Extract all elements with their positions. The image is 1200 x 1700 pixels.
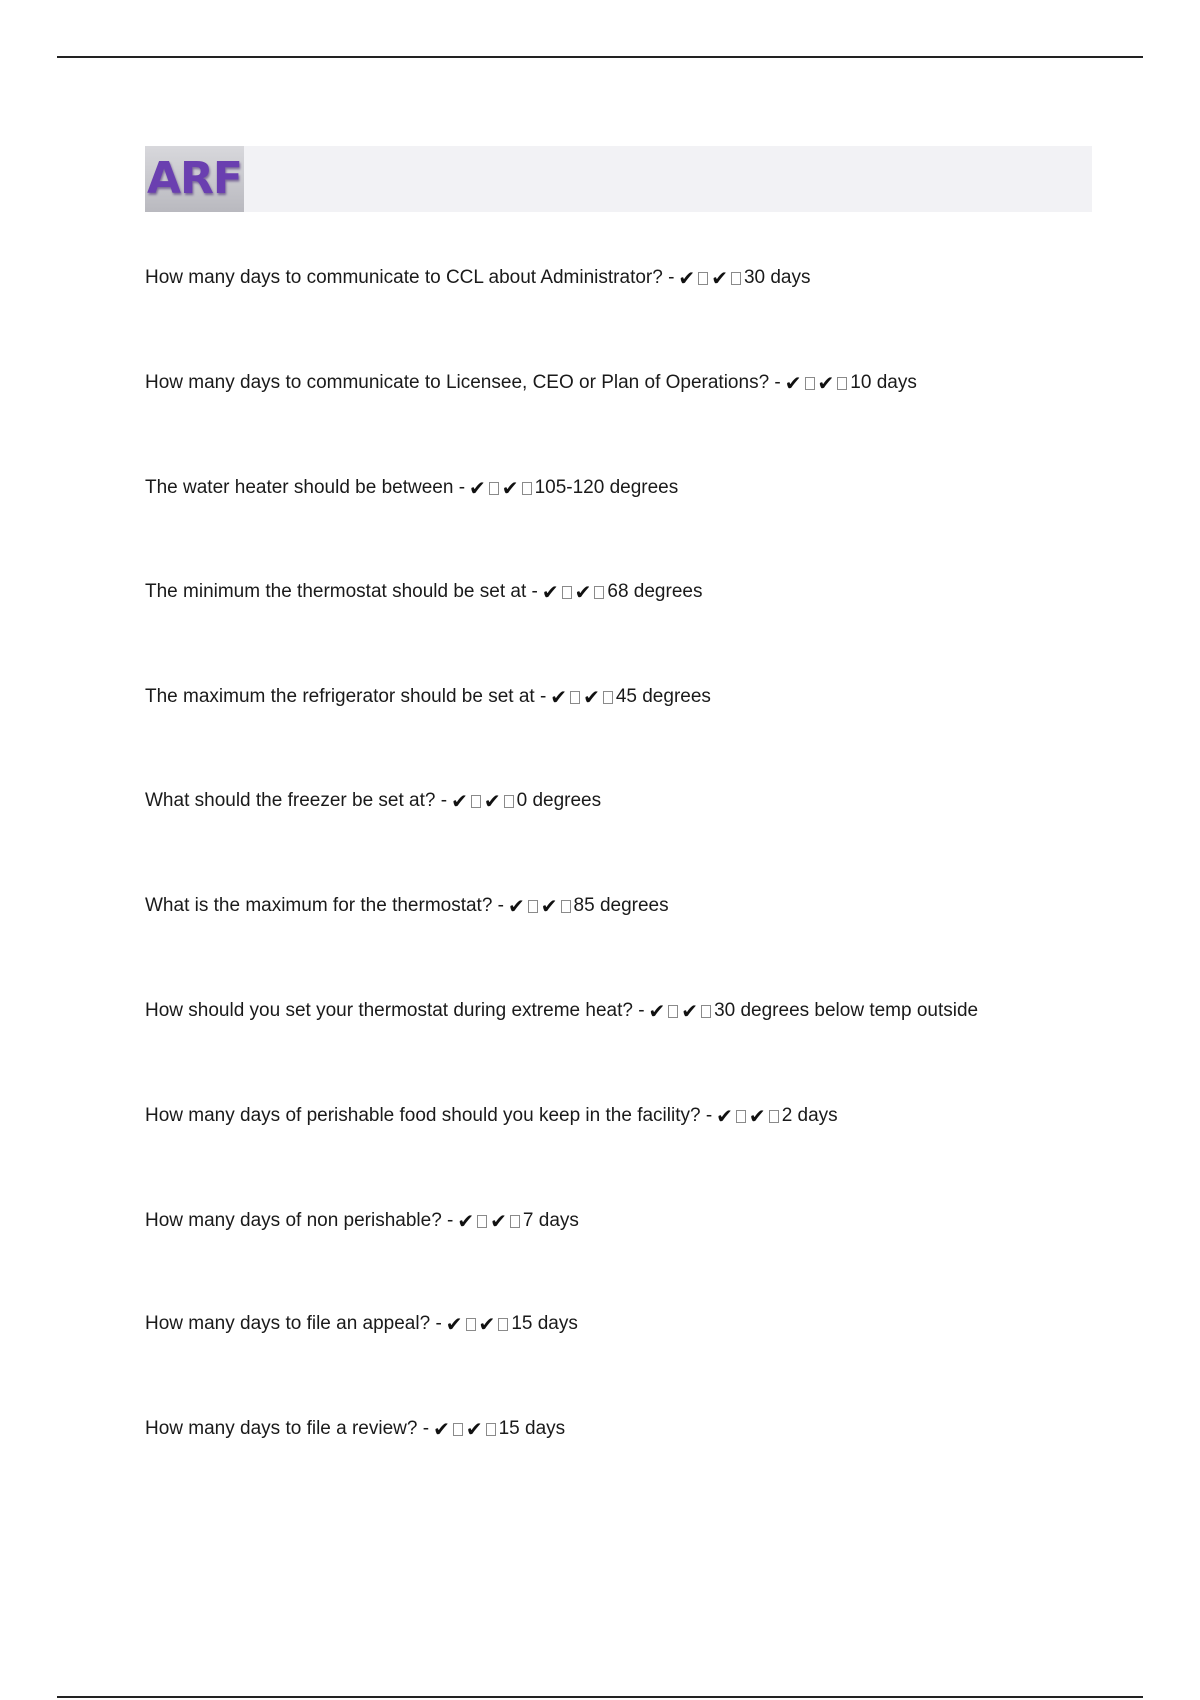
checkmark-icon: ✔ bbox=[433, 1417, 450, 1441]
answer-text: 45 degrees bbox=[615, 686, 711, 707]
question-text: How many days of non perishable? - bbox=[145, 1210, 454, 1231]
checkmark-icon: ✔ bbox=[490, 1209, 507, 1233]
list-item bbox=[145, 1102, 1105, 1207]
checkmark-icon: ✔ bbox=[483, 789, 501, 813]
question-text: How many days to communicate to CCL about Administrator? - bbox=[145, 267, 675, 288]
box-icon bbox=[736, 1110, 746, 1123]
box-icon bbox=[594, 586, 604, 599]
answer-text: 10 days bbox=[850, 372, 917, 393]
checkmark-icon: ✔ bbox=[478, 1312, 496, 1336]
checkmark-icon: ✔ bbox=[681, 999, 699, 1023]
bottom-rule bbox=[57, 1696, 1143, 1698]
answer-marker bbox=[469, 474, 535, 502]
box-icon bbox=[562, 586, 572, 599]
answer-marker bbox=[508, 892, 574, 920]
box-icon bbox=[701, 1005, 711, 1018]
checkmark-icon: ✔ bbox=[648, 999, 666, 1023]
checkmark-icon: ✔ bbox=[445, 1312, 463, 1336]
box-icon bbox=[731, 272, 741, 285]
box-icon bbox=[668, 1005, 678, 1018]
answer-text: 7 days bbox=[522, 1210, 579, 1231]
checkmark-icon: ✔ bbox=[541, 580, 559, 604]
box-icon bbox=[528, 900, 538, 913]
question-text: How many days to file an appeal? - bbox=[145, 1313, 442, 1334]
checkmark-icon: ✔ bbox=[508, 894, 525, 918]
list-item bbox=[145, 264, 1105, 369]
answer-marker bbox=[785, 369, 851, 397]
checkmark-icon: ✔ bbox=[817, 371, 835, 395]
top-rule bbox=[57, 56, 1143, 58]
checkmark-icon: ✔ bbox=[716, 1104, 733, 1128]
arf-logo bbox=[145, 146, 244, 212]
answer-marker bbox=[451, 787, 517, 815]
question-answer-list bbox=[145, 264, 1105, 1520]
checkmark-icon: ✔ bbox=[451, 789, 468, 813]
box-icon bbox=[769, 1110, 779, 1123]
list-item bbox=[145, 1207, 1105, 1310]
checkmark-icon: ✔ bbox=[457, 1209, 475, 1233]
question-text: How many days to file a review? - bbox=[145, 1418, 430, 1439]
answer-text: 2 days bbox=[781, 1105, 838, 1126]
list-item bbox=[145, 1310, 1105, 1415]
box-icon bbox=[453, 1423, 463, 1436]
list-item bbox=[145, 683, 1105, 787]
box-icon bbox=[471, 795, 481, 808]
answer-marker bbox=[649, 997, 715, 1025]
list-item bbox=[145, 787, 1105, 892]
question-text: How many days of perishable food should you keep in the facility? - bbox=[145, 1105, 713, 1126]
question-text: The water heater should be between - bbox=[145, 477, 466, 498]
answer-marker bbox=[716, 1102, 782, 1130]
question-text: What is the maximum for the thermostat? - bbox=[145, 895, 505, 916]
question-text: How should you set your thermostat during extreme heat? - bbox=[145, 1000, 645, 1021]
checkmark-icon: ✔ bbox=[748, 1104, 766, 1128]
box-icon bbox=[486, 1423, 496, 1436]
question-text: The maximum the refrigerator should be set at - bbox=[145, 686, 547, 707]
list-item bbox=[145, 892, 1105, 997]
checkmark-icon: ✔ bbox=[465, 1417, 483, 1441]
box-icon bbox=[698, 272, 708, 285]
answer-text: 68 degrees bbox=[607, 581, 703, 602]
box-icon bbox=[603, 691, 613, 704]
box-icon bbox=[510, 1215, 520, 1228]
checkmark-icon: ✔ bbox=[784, 371, 802, 395]
list-item bbox=[145, 578, 1105, 683]
box-icon bbox=[570, 691, 580, 704]
header-banner bbox=[145, 146, 1092, 212]
box-icon bbox=[466, 1318, 476, 1331]
box-icon bbox=[805, 377, 815, 390]
checkmark-icon: ✔ bbox=[550, 685, 568, 709]
answer-marker bbox=[542, 578, 608, 606]
answer-text: 105-120 degrees bbox=[534, 477, 679, 498]
box-icon bbox=[489, 482, 499, 495]
answer-text: 15 days bbox=[511, 1313, 578, 1334]
checkmark-icon: ✔ bbox=[469, 476, 486, 500]
question-text: What should the freezer be set at? - bbox=[145, 790, 448, 811]
question-text: How many days to communicate to Licensee, CEO or Plan of Operations? - bbox=[145, 372, 781, 393]
checkmark-icon: ✔ bbox=[711, 266, 728, 290]
answer-text: 15 days bbox=[498, 1418, 566, 1439]
checkmark-icon: ✔ bbox=[501, 476, 519, 500]
answer-text: 30 days bbox=[743, 267, 811, 288]
list-item bbox=[145, 369, 1105, 474]
answer-marker bbox=[678, 264, 744, 292]
answer-text: 0 degrees bbox=[516, 790, 602, 811]
answer-text: 85 degrees bbox=[573, 895, 669, 916]
list-item bbox=[145, 997, 1105, 1102]
answer-marker bbox=[446, 1310, 512, 1338]
box-icon bbox=[561, 900, 571, 913]
question-text: The minimum the thermostat should be set at - bbox=[145, 581, 538, 602]
box-icon bbox=[498, 1318, 508, 1331]
checkmark-icon: ✔ bbox=[540, 894, 558, 918]
checkmark-icon: ✔ bbox=[574, 580, 592, 604]
box-icon bbox=[477, 1215, 487, 1228]
box-icon bbox=[504, 795, 514, 808]
answer-marker bbox=[433, 1415, 499, 1443]
checkmark-icon: ✔ bbox=[678, 266, 696, 290]
answer-text: 30 degrees below temp outside bbox=[714, 1000, 979, 1021]
checkmark-icon: ✔ bbox=[583, 685, 600, 709]
box-icon bbox=[522, 482, 532, 495]
answer-marker bbox=[457, 1207, 523, 1235]
list-item bbox=[145, 474, 1105, 578]
logo-text: ARF bbox=[147, 153, 242, 204]
box-icon bbox=[837, 377, 847, 390]
answer-marker bbox=[550, 683, 616, 711]
list-item bbox=[145, 1415, 1105, 1520]
